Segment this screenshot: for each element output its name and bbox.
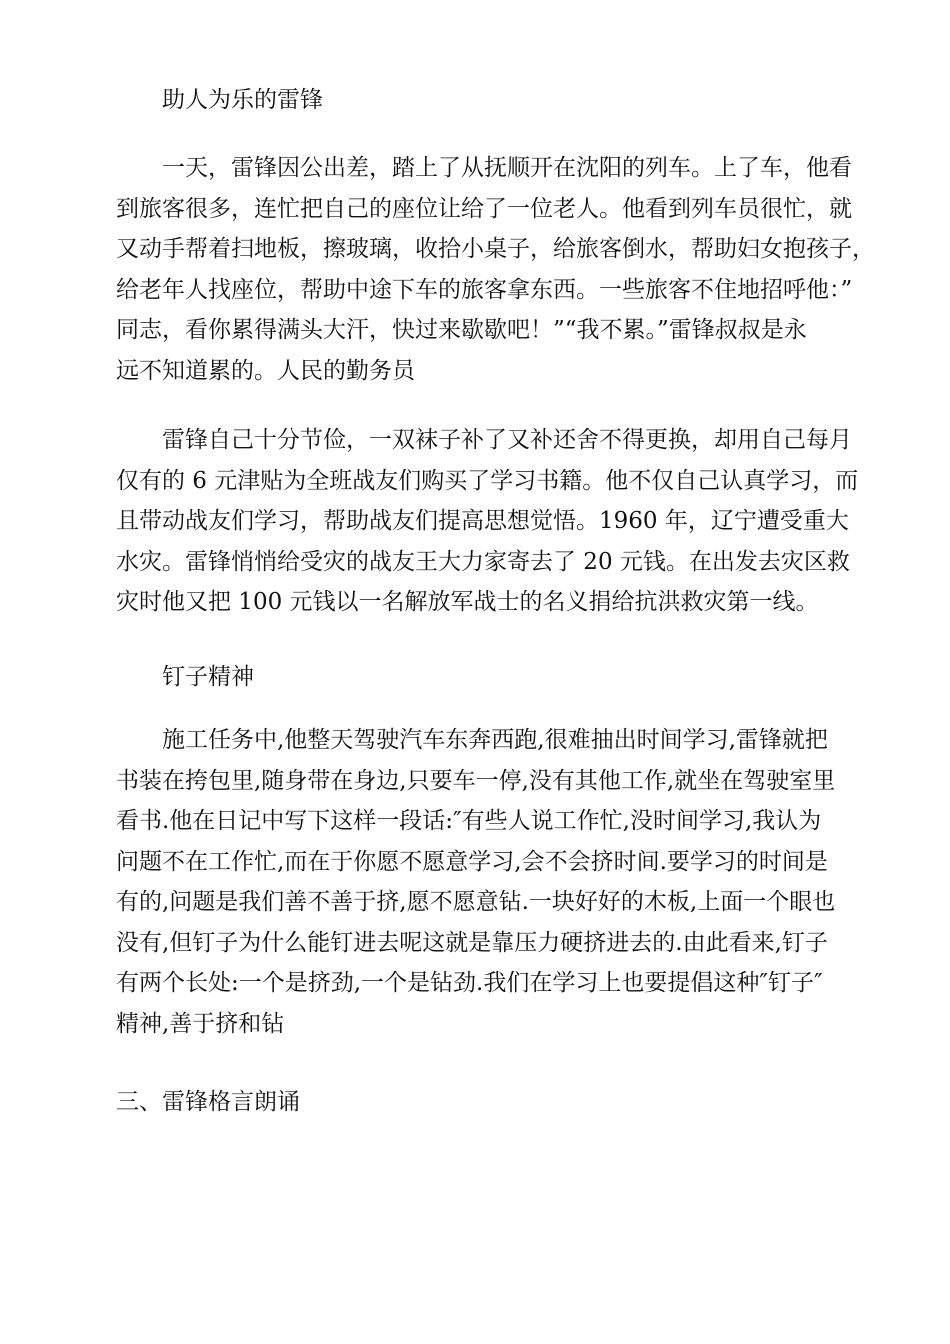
paragraph-frugality: [116, 420, 859, 623]
text-line: 施工任务中,他整天驾驶汽车东奔西跑,很难抽出时间学习,雷锋就把: [162, 727, 828, 753]
heading-text: 助人为乐的雷锋: [162, 87, 323, 113]
text-line: 精神,善于挤和钻: [116, 1010, 285, 1037]
text-line: 有两个长处:一个是挤劲,一个是钻劲.我们在学习上也要提倡这种″钉子″: [116, 970, 823, 996]
text-line: 又动手帮着扫地板，擦玻璃，收拾小桌子，给旅客倒水，帮助妇女抱孩子，: [116, 236, 875, 262]
section-heading-quotes: [116, 1082, 836, 1123]
text-line: 灾时他又把 100 元钱以一名解放军战士的名义捐给抗洪救灾第一线。: [116, 589, 819, 615]
heading-nail-spirit: [116, 657, 836, 698]
text-line: 书装在挎包里,随身带在身边,只要车一停,没有其他工作,就坐在驾驶室里: [116, 767, 836, 794]
paragraph-nail-spirit: [116, 720, 836, 1044]
heading-helping-others: [116, 80, 836, 121]
heading-text: 钉子精神: [162, 664, 254, 690]
text-line: 水灾。雷锋悄悄给受灾的战友王大力家寄去了 20 元钱。在出发去灾区救: [116, 548, 850, 575]
text-line: 仅有的 6 元津贴为全班战友们购买了学习书籍。他不仅自己认真学习，而: [116, 467, 859, 494]
text-line: 雷锋自己十分节俭，一双袜子补了又补还舍不得更换，却用自己每月: [162, 427, 852, 453]
text-line: 给老年人找座位，帮助中途下车的旅客拿东西。一些旅客不住地招呼他：”: [116, 276, 853, 303]
text-line: 看书.他在日记中写下这样一段话:″有些人说工作忙,没时间学习,我认为: [116, 808, 822, 834]
text-line: 同志，看你累得满头大汗，快过来歇歇吧！”“我不累。”雷锋叔叔是永: [116, 317, 807, 343]
text-line: 一天，雷锋因公出差，踏上了从抚顺开在沈阳的列车。上了车，他看: [162, 155, 852, 181]
text-line: 有的,问题是我们善不善于挤,愿不愿意钻.一块好好的木板,上面一个眼也: [116, 889, 836, 915]
text-line: 远不知道累的。人民的勤务员: [116, 357, 415, 384]
text-line: 且带动战友们学习，帮助战友们提高思想觉悟。1960 年，辽宁遭受重大: [116, 508, 849, 534]
text-line: 到旅客很多，连忙把自己的座位让给了一位老人。他看到列车员很忙，就: [116, 195, 852, 222]
text-line: 问题不在工作忙,而在于你愿不愿意学习,会不会挤时间.要学习的时间是: [116, 848, 828, 875]
text-line: 没有,但钉子为什么能钉进去呢这就是靠压力硬挤进去的.由此看来,钉子: [116, 929, 828, 956]
section-title: 三、雷锋格言朗诵: [116, 1089, 300, 1115]
paragraph-train-story: [116, 148, 875, 391]
